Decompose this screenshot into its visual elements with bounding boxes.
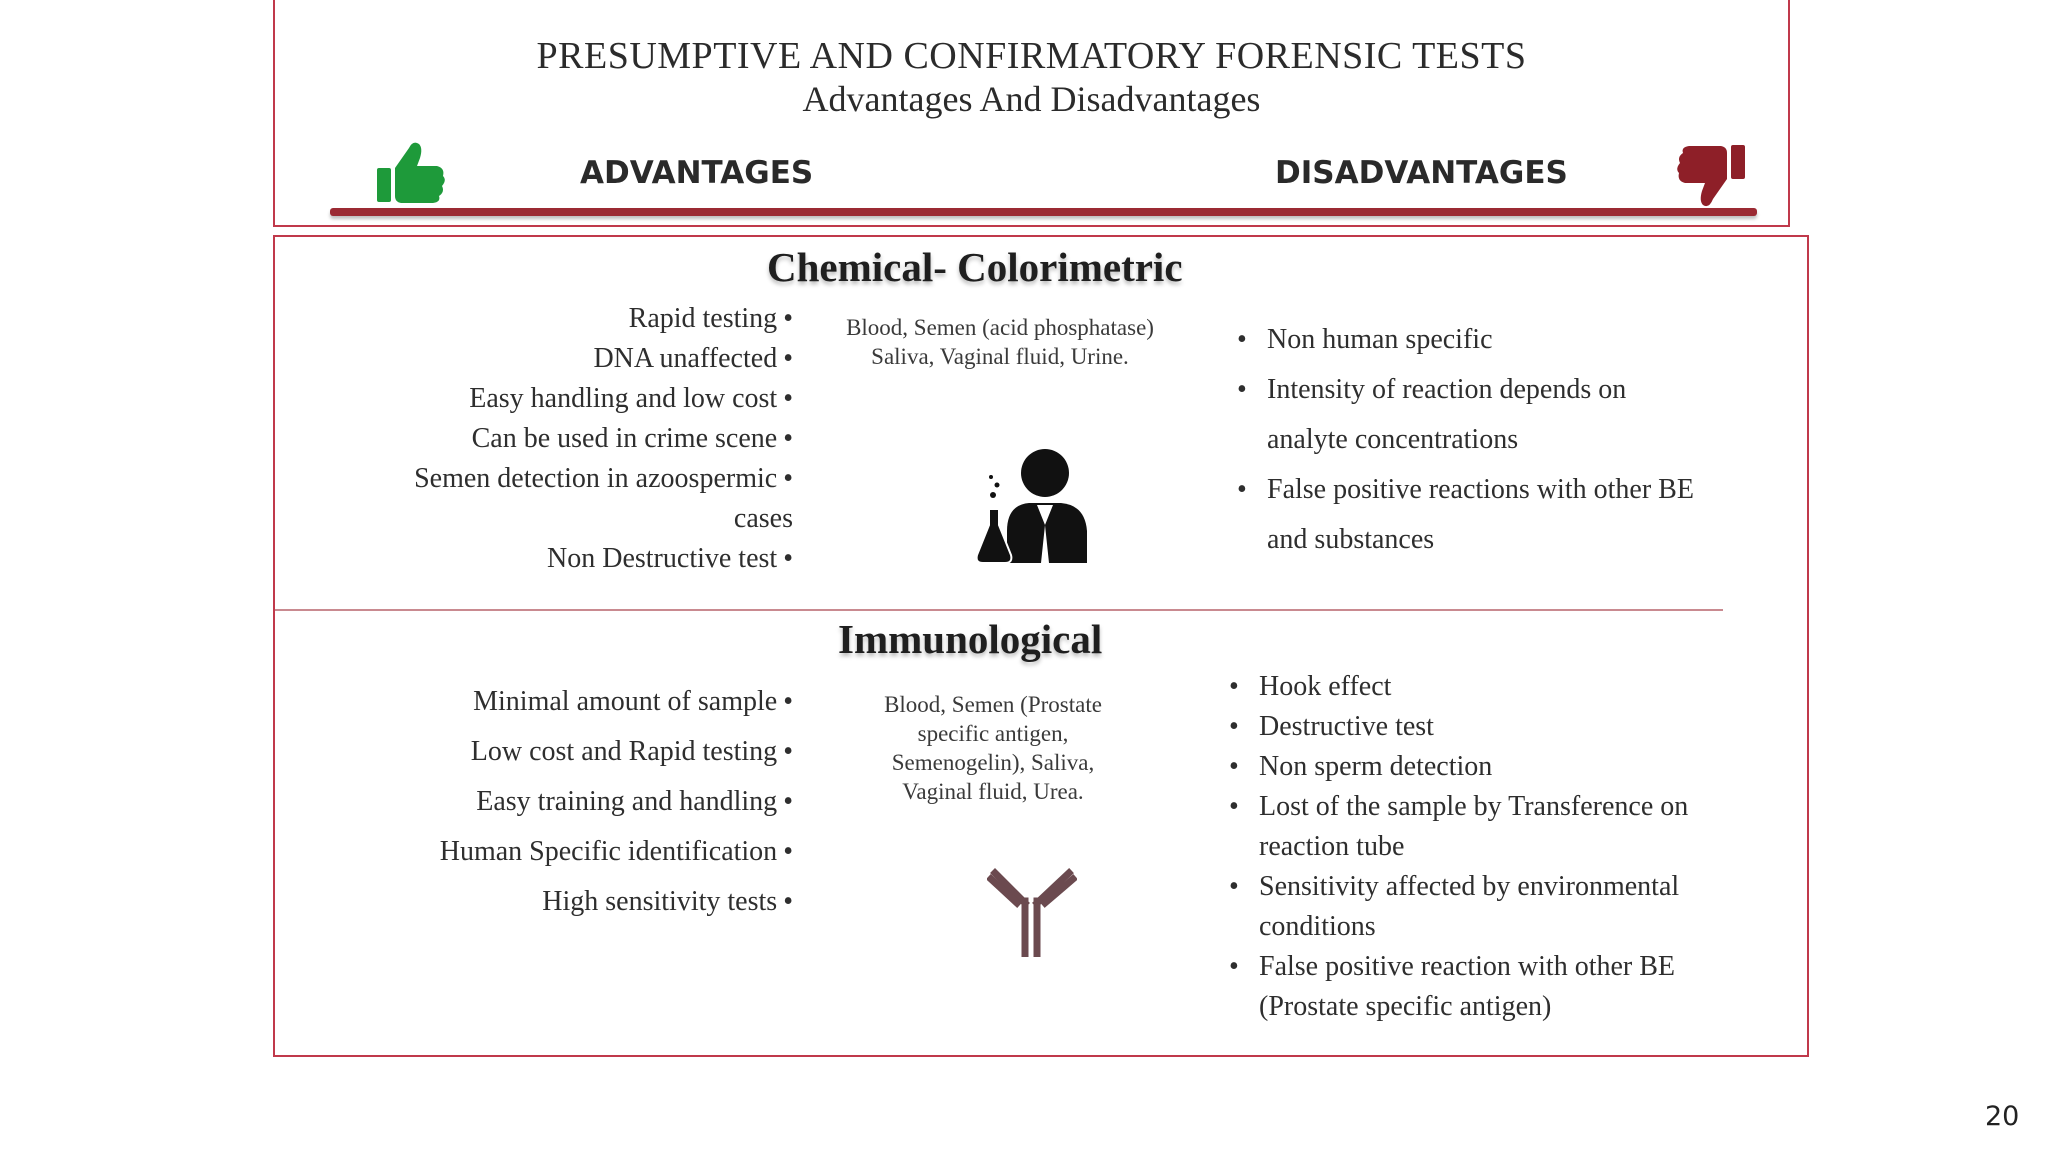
list-item: Easy handling and low cost • xyxy=(469,383,793,414)
list-item: • False positive reactions with other BE and substances xyxy=(1237,465,1707,565)
chemical-advantages-list xyxy=(414,299,793,579)
section-title-immunological: Immunological xyxy=(838,616,1103,662)
thumbs-down-icon xyxy=(1675,143,1747,211)
slide-title: PRESUMPTIVE AND CONFIRMATORY FORENSIC TESTS xyxy=(536,35,1527,77)
list-item: Non Destructive test • xyxy=(547,543,793,574)
list-item: • Lost of the sample by Transference on reaction tube xyxy=(1229,787,1709,867)
list-item-continuation: cases xyxy=(733,503,793,534)
list-item: Easy training and handling • xyxy=(476,786,793,817)
chemical-disadvantages-list xyxy=(1237,315,1707,565)
list-item: Low cost and Rapid testing • xyxy=(470,736,793,767)
header-panel xyxy=(273,0,1790,227)
slide-subtitle: Advantages And Disadvantages xyxy=(802,79,1261,119)
header-divider xyxy=(330,208,1757,216)
list-item: High sensitivity tests • xyxy=(542,886,793,917)
list-item: Minimal amount of sample • xyxy=(473,686,793,717)
page-number: 20 xyxy=(1985,1101,2020,1132)
list-item: • Hook effect xyxy=(1229,667,1709,707)
list-item: • False positive reaction with other BE (Prostate specific antigen) xyxy=(1229,947,1709,1027)
thumbs-up-icon xyxy=(375,138,447,206)
list-item: Human Specific identification • xyxy=(439,836,793,867)
scientist-icon xyxy=(977,445,1097,565)
section-title-chemical: Chemical- Colorimetric xyxy=(767,244,1183,290)
list-item: • Destructive test xyxy=(1229,707,1709,747)
list-item: • Non human specific xyxy=(1237,315,1707,365)
list-item: • Intensity of reaction depends on analyte concentrations xyxy=(1237,365,1707,465)
list-item: DNA unaffected • xyxy=(593,343,793,374)
chemical-samples-text: Blood, Semen (acid phosphatase) Saliva, Vaginal fluid, Urine. xyxy=(846,315,1154,369)
list-item: Can be used in crime scene • xyxy=(471,423,793,454)
immunological-advantages-list xyxy=(440,677,793,927)
immunological-samples-text: Blood, Semen (Prostate specific antigen, Semenogelin), Saliva, Vaginal fluid, Urea. xyxy=(884,692,1102,804)
immunological-disadvantages-list xyxy=(1229,667,1709,1027)
content-panel xyxy=(273,235,1809,1057)
section-divider xyxy=(275,609,1723,611)
list-item: • Non sperm detection xyxy=(1229,747,1709,787)
advantages-heading: ADVANTAGES xyxy=(580,155,814,191)
list-item: Semen detection in azoospermic • xyxy=(414,463,793,494)
antibody-icon xyxy=(987,857,1077,957)
list-item: Rapid testing • xyxy=(628,303,793,334)
list-item: • Sensitivity affected by environmental conditions xyxy=(1229,867,1709,947)
disadvantages-heading: DISADVANTAGES xyxy=(1275,155,1568,191)
